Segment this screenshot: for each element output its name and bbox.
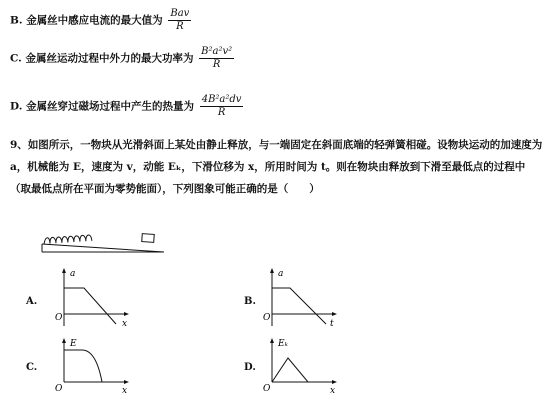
graph-c-label: C. <box>26 362 38 373</box>
incline-diagram <box>38 208 168 258</box>
graph-b-label: B. <box>244 296 256 307</box>
graph-c <box>52 336 132 398</box>
option-c <box>10 46 234 71</box>
option-b <box>10 8 191 33</box>
spring <box>44 235 92 244</box>
option-d-formula <box>200 94 244 119</box>
block <box>142 234 155 243</box>
graph-a-label: A. <box>26 296 38 307</box>
option-d-numerator: 4B²a²dv <box>201 94 242 105</box>
graph-a-x-arrow <box>124 312 129 316</box>
graph-c-x-label: x <box>122 386 128 396</box>
graph-c-curve <box>64 350 102 382</box>
option-c-text: 金属丝运动过程中外力的最大功率为 <box>25 52 194 65</box>
option-b-label: B. <box>10 14 23 27</box>
option-d <box>10 94 243 119</box>
option-b-formula <box>168 8 191 33</box>
graph-b-x-arrow <box>332 312 337 316</box>
option-c-denominator: R <box>212 59 221 70</box>
graph-b-x-label: t <box>330 319 334 329</box>
graph-b-curve <box>272 288 326 324</box>
incline-slope <box>42 244 164 252</box>
option-c-formula <box>199 46 234 71</box>
option-b-denominator: R <box>176 21 184 32</box>
question-number: 9、 <box>10 139 28 151</box>
graph-d-y-label: Eₖ <box>278 339 288 349</box>
graph-b-y-arrow <box>270 268 274 273</box>
option-d-text: 金属丝穿过磁场过程中产生的热量为 <box>26 100 195 113</box>
graph-d-x-arrow <box>332 380 337 384</box>
graph-d-y-arrow <box>270 338 274 343</box>
graph-c-origin: O <box>55 384 63 394</box>
graph-d-origin: O <box>263 384 271 394</box>
graph-a-curve <box>64 288 116 324</box>
question-text: 如图所示，一物块从光滑斜面上某处由静止释放，与一端固定在斜面底端的轻弹簧相碰。设物块运动的加速度为 a，机械能为 E，速度为 v，动能 Eₖ，下滑位移为 x，所用时间为 t。则在物块由释放到下滑至最低点的过程中（取最低点所在平面为零势能面），下列图象可能正确的是（ ） <box>10 139 543 195</box>
question-9 <box>10 134 546 200</box>
graph-b <box>260 266 340 332</box>
graph-a-x-label: x <box>122 319 128 329</box>
graph-d-curve <box>272 358 308 382</box>
option-b-text: 金属丝中感应电流的最大值为 <box>26 14 163 27</box>
graph-a-origin: O <box>55 313 63 323</box>
option-c-numerator: B²a²v² <box>201 46 233 57</box>
option-d-label: D. <box>10 100 23 113</box>
graph-a <box>52 266 132 332</box>
graph-a-y-arrow <box>62 268 66 273</box>
graph-a-y-label: a <box>70 269 76 279</box>
graph-c-x-arrow <box>124 380 129 384</box>
graph-c-y-arrow <box>62 338 66 343</box>
graph-b-origin: O <box>263 313 271 323</box>
graph-c-y-label: E <box>70 339 77 349</box>
graph-d-x-label: x <box>330 386 336 396</box>
graph-d-label: D. <box>244 362 256 373</box>
option-c-label: C. <box>10 52 22 65</box>
graph-d <box>260 336 340 398</box>
option-b-numerator: Bav <box>170 8 190 19</box>
option-d-denominator: R <box>217 107 226 118</box>
graph-b-y-label: a <box>278 269 284 279</box>
